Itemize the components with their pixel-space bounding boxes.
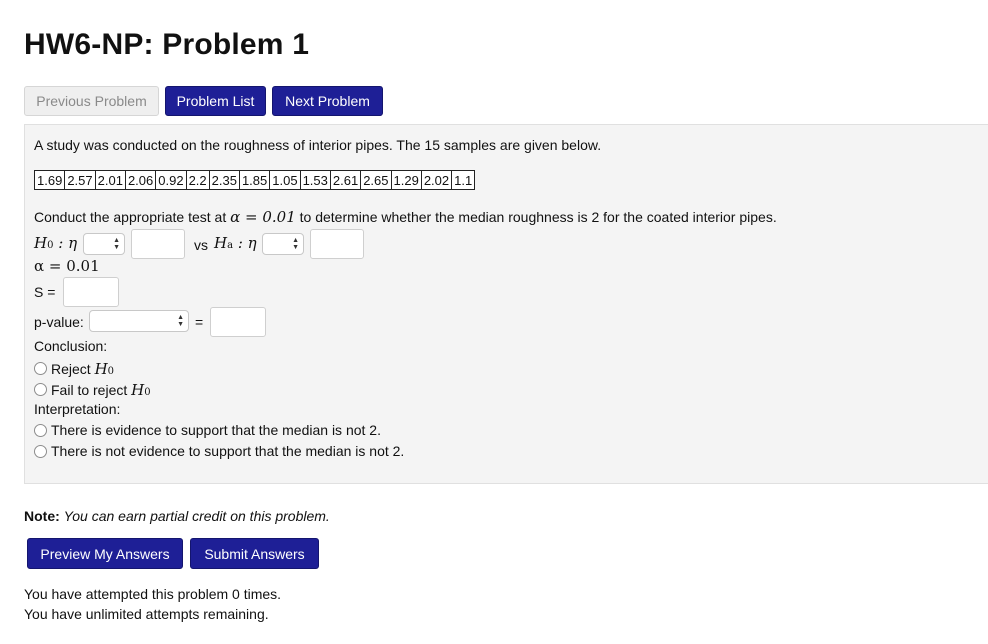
submit-answers-button[interactable]: Submit Answers [190,538,319,569]
ha-operator-select[interactable] [262,233,304,255]
pvalue-equals: = [195,314,204,330]
s-statistic-input[interactable] [63,277,119,307]
pvalue-label: p-value: [34,314,84,330]
remaining-text: You have unlimited attempts remaining. [24,606,269,622]
interpretation-option-2[interactable] [34,442,454,462]
sample-cell: 2.61 [330,171,360,190]
next-problem-button[interactable]: Next Problem [272,86,383,116]
sample-cell: 2.2 [186,171,209,190]
note-text: You can earn partial credit on this problem. [63,508,330,524]
select-arrows-icon: ▲ ▼ [177,314,184,328]
fail-to-reject-radio[interactable] [34,383,47,396]
pvalue-select[interactable] [89,310,189,332]
partial-credit-note [24,508,330,524]
reject-text: Reject H0 [51,360,115,378]
sample-cell: 2.02 [421,171,451,190]
preview-answers-button[interactable]: Preview My Answers [27,538,183,569]
interpretation-option-1[interactable] [34,421,454,441]
note-label: Note: [24,508,60,524]
alpha-line: α = 0.01 [34,257,100,275]
sample-cell: 2.35 [209,171,239,190]
sample-data-table [34,170,475,190]
conclusion-fail-option[interactable] [34,379,294,399]
sample-cell: 2.01 [95,171,125,190]
page-title: HW6-NP: Problem 1 [24,28,310,61]
h0-label: H0 : η [34,234,78,252]
sample-row [35,171,475,190]
problem-intro: A study was conducted on the roughness of interior pipes. The 15 samples are given below. [34,137,602,153]
pvalue-input[interactable] [210,307,266,337]
instruction-alpha: α = 0.01 [230,208,296,226]
h0-operator-select[interactable] [83,233,125,255]
conclusion-label: Conclusion: [34,338,108,354]
problem-panel [24,124,988,484]
test-instruction [34,208,777,226]
conclusion-reject-option[interactable] [34,358,294,378]
sample-cell: 1.1 [452,171,475,190]
sample-cell: 1.85 [239,171,269,190]
previous-problem-button[interactable]: Previous Problem [24,86,159,116]
instruction-post: to determine whether the median roughness is 2 for the coated interior pipes. [299,209,777,225]
sample-cell: 1.69 [35,171,65,190]
sample-cell: 1.05 [270,171,300,190]
sample-cell: 0.92 [156,171,186,190]
instruction-pre: Conduct the appropriate test at [34,209,227,225]
problem-list-button[interactable]: Problem List [165,86,266,116]
interp-text-2: There is not evidence to support that the median is not 2. [51,443,405,459]
attempts-text: You have attempted this problem 0 times. [24,586,282,602]
sample-cell: 1.53 [300,171,330,190]
s-label: S = [34,284,56,300]
sample-cell: 2.57 [65,171,95,190]
sample-cell: 1.29 [391,171,421,190]
interpretation-label: Interpretation: [34,401,121,417]
hypotheses-row [34,229,414,259]
interp-radio-2[interactable] [34,445,47,458]
vs-text: vs [194,237,208,253]
ha-label: Ha : η [214,234,257,252]
select-arrows-icon: ▲ ▼ [292,237,299,251]
interp-text-1: There is evidence to support that the median is not 2. [51,422,381,438]
sample-cell: 2.65 [361,171,391,190]
h0-value-input[interactable] [131,229,185,259]
reject-radio[interactable] [34,362,47,375]
ha-value-input[interactable] [310,229,364,259]
sample-cell: 2.06 [125,171,155,190]
select-arrows-icon: ▲ ▼ [113,237,120,251]
interp-radio-1[interactable] [34,424,47,437]
fail-text: Fail to reject H0 [51,381,151,399]
